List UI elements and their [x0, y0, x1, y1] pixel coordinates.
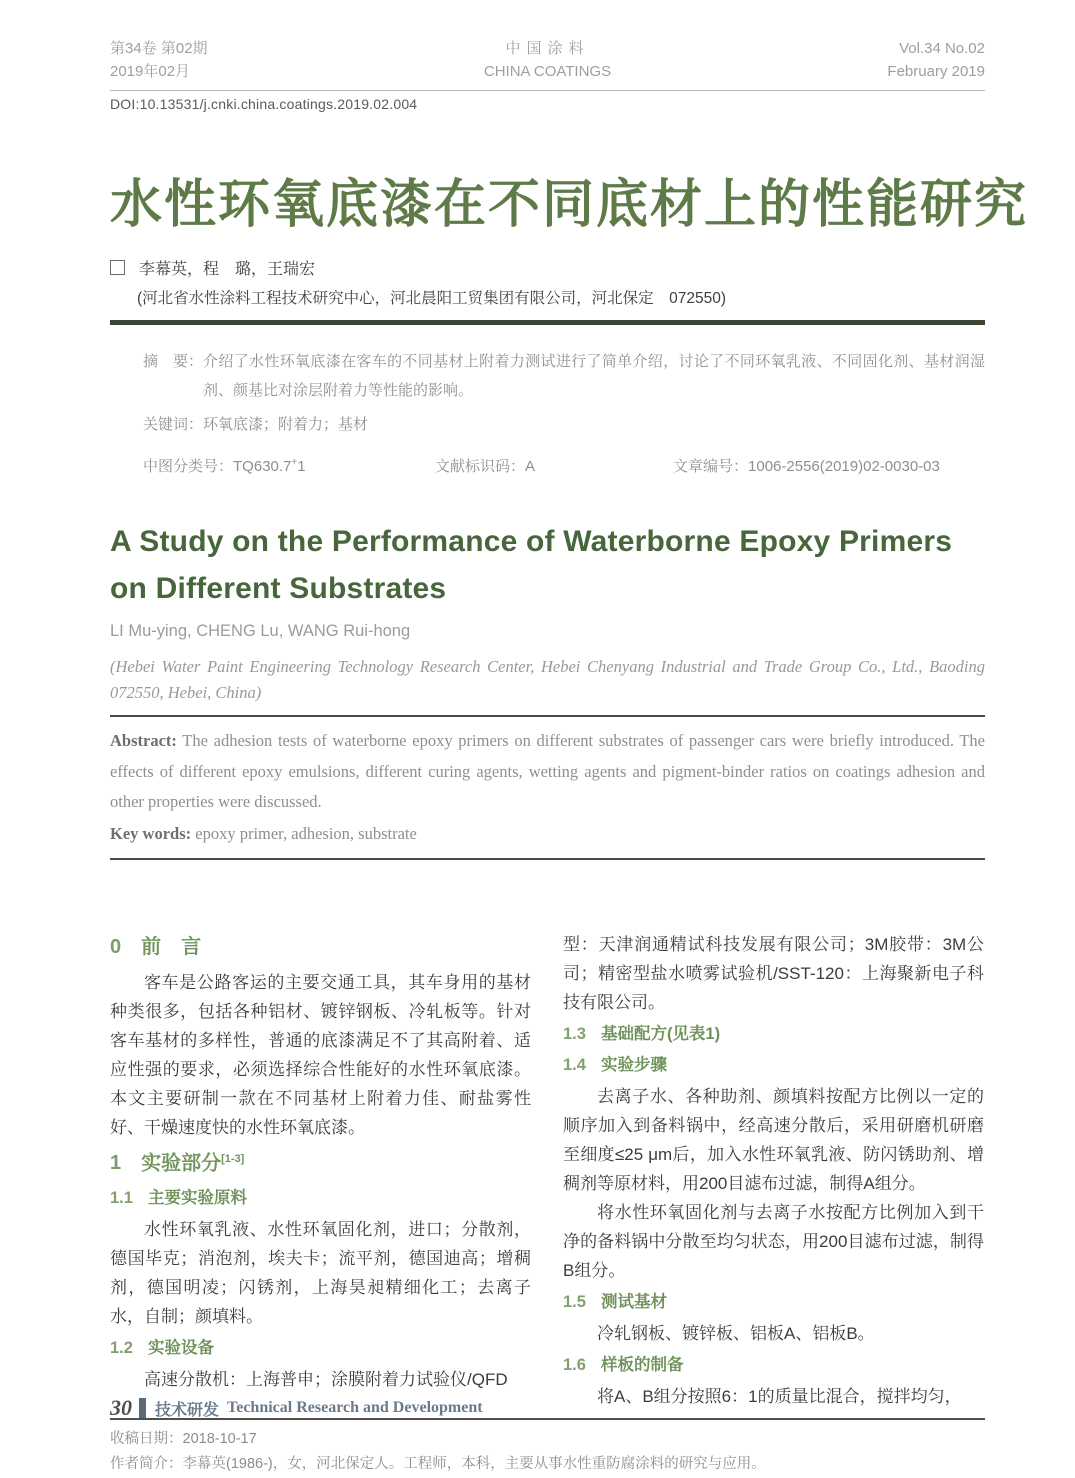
article-title-cn: 水性环氧底漆在不同底材上的性能研究 — [110, 176, 1029, 234]
abstract-en-label: Abstract: — [110, 731, 177, 751]
journal-header — [110, 38, 985, 91]
column-left — [110, 930, 531, 1411]
paragraph-substrates: 冷轧钢板、镀锌板、铝板A、铝板B。 — [597, 1323, 875, 1343]
date-cn: 2019年02月 — [110, 62, 191, 80]
author-marker-square — [110, 260, 125, 275]
paragraph-raw-materials: 水性环氧乳液、水性环氧固化剂，进口；分散剂，德国毕克；消泡剂，埃夫卡；流平剂，德国迪高；增稠剂，德国明凌；闪锈剂，上海昊昶精细化工；去离子水，自制；颜填料。 — [110, 1220, 531, 1327]
abstract-cn-block — [110, 347, 985, 482]
keywords-cn-label: 关键词： — [143, 416, 204, 434]
footnote-block — [110, 1427, 985, 1478]
subsection-heading-1-4: 1.4 实验步骤 — [563, 1055, 667, 1074]
volume-issue-en: Vol.34 No.02 — [899, 40, 985, 57]
paragraph-equipment: 高速分散机：上海普申；涂膜附着力试验仪/QFD — [144, 1370, 508, 1390]
header-journal-name — [484, 38, 611, 83]
page-footer — [110, 1395, 483, 1421]
affiliation-en: (Hebei Water Paint Engineering Technology Research Center, Hebei Chenyang Industrial and Trade Group Co., Ltd., Baoding 072550, Hebei, China) — [110, 657, 985, 703]
subsection-heading-1-3: 1.3 基础配方(见表1) — [563, 1024, 721, 1043]
title-divider-bar — [110, 320, 985, 325]
abstract-en-text: The adhesion tests of waterborne epoxy primers on different substrates of passenger cars were briefly introduced. The effects of different epoxy emulsions, different curing agents, wetting agents and pigment-binder ratios on coatings adhesion and other properties were discussed. — [110, 731, 986, 811]
abstract-top-rule — [110, 715, 985, 717]
article-title-en-line2: on Different Substrates — [110, 571, 447, 605]
classification-row — [143, 453, 985, 482]
authors-en: LI Mu-ying, CHENG Lu, WANG Rui-hong — [110, 622, 411, 641]
affiliation-cn: (河北省水性涂料工程技术研究中心，河北晨阳工贸集团有限公司，河北保定 072550) — [137, 289, 727, 307]
article-number: 文章编号：1006-2556(2019)02-0030-03 — [673, 457, 940, 475]
footnote-author-bio: 作者简介：李幕英(1986-)，女，河北保定人。工程师，本科，主要从事水性重防腐涂料的研究与应用。 — [110, 1456, 766, 1473]
abstract-en — [110, 726, 985, 817]
footer-section-en: Technical Research and Development — [227, 1399, 483, 1416]
paragraph-sample-prep: 将A、B组分按照6：1的质量比混合，搅拌均匀， — [597, 1386, 962, 1406]
authors-line — [110, 256, 985, 279]
article-title-en-line1: A Study on the Performance of Waterborne Epoxy Primers — [110, 525, 953, 559]
doi-line: DOI:10.13531/j.cnki.china.coatings.2019.02.004 — [110, 96, 418, 112]
abstract-cn-row — [143, 347, 985, 406]
header-volume-en — [887, 38, 985, 83]
paragraph-equipment-continued: 型：天津润通精试科技发展有限公司；3M胶带：3M公司；精密型盐水喷雾试验机/SST-120：上海聚新电子科技有限公司。 — [563, 934, 984, 1012]
journal-name-en: CHINA COATINGS — [483, 62, 612, 80]
abstract-bottom-rule — [110, 858, 985, 860]
keywords-en — [110, 819, 985, 849]
abstract-cn-label: 摘 要： — [143, 352, 204, 370]
subsection-heading-1-6: 1.6 样板的制备 — [563, 1355, 684, 1374]
subsection-heading-1-5: 1.5 测试基材 — [563, 1292, 667, 1311]
keywords-cn-text: 环氧底漆；附着力；基材 — [203, 416, 369, 434]
authors-cn: 李幕英，程 璐，王瑞宏 — [139, 260, 316, 278]
abstract-cn-text: 介绍了水性环氧底漆在客车的不同基材上附着力测试进行了简单介绍，讨论了不同环氧乳液、不同固化剂、基材润湿剂、颜基比对涂层附着力等性能的影响。 — [203, 352, 985, 400]
footnote-received-date: 收稿日期：2018-10-17 — [110, 1430, 257, 1447]
header-volume-cn — [110, 38, 208, 83]
keywords-cn-row — [143, 411, 985, 440]
article-title-en — [110, 519, 985, 612]
keywords-en-text: epoxy primer, adhesion, substrate — [195, 823, 417, 843]
paragraph-procedure-a: 去离子水、各种助剂、颜填料按配方比例以一定的顺序加入到备料锅中，经高速分散后，采用研磨机研磨至细度≤25 μm后，加入水性环氧乳液、防闪锈助剂、增稠剂等原材料，用200目滤布过滤，制得A组分。 — [563, 1086, 984, 1193]
date-en: February 2019 — [887, 62, 985, 80]
volume-issue-cn: 第34卷 第02期 — [110, 40, 208, 57]
page-number: 30 — [110, 1395, 132, 1420]
document-code: 文献标识码：A — [435, 457, 536, 475]
keywords-en-label: Key words: — [110, 823, 192, 843]
footer-section-cn: 技术研发 — [155, 1401, 220, 1419]
paragraph-procedure-b: 将水性环氧固化剂与去离子水按配方比例加入到干净的备料锅中分散至均匀状态，用200目滤布过滤，制得B组分。 — [563, 1202, 984, 1280]
body-columns — [110, 930, 985, 1411]
journal-name-cn: 中国涂料 — [505, 40, 590, 57]
footer-divider-bar — [139, 1398, 146, 1418]
reference-superscript: [1-3] — [221, 1152, 245, 1165]
subsection-heading-1-1: 1.1 主要实验原料 — [110, 1189, 247, 1208]
subsection-heading-1-2: 1.2 实验设备 — [110, 1339, 214, 1358]
clc-number: 中图分类号：TQ630.7+1 — [143, 456, 306, 475]
english-block — [110, 519, 985, 859]
section-heading-intro: 0 前 言 — [110, 935, 202, 958]
intro-paragraph: 客车是公路客运的主要交通工具，其车身用的基材种类很多，包括各种铝材、镀锌钢板、冷轧板等。针对客车基材的多样性，普通的底漆满足不了其高附着、适应性强的要求，必须选择综合性能好的水性环氧底漆。本文主要研制一款在不同基材上附着力佳、耐盐雾性好、干燥速度快的水性环氧底漆。 — [110, 972, 531, 1137]
section-heading-experiment: 1 实验部分[1-3] — [110, 1152, 245, 1175]
column-right — [563, 930, 984, 1411]
